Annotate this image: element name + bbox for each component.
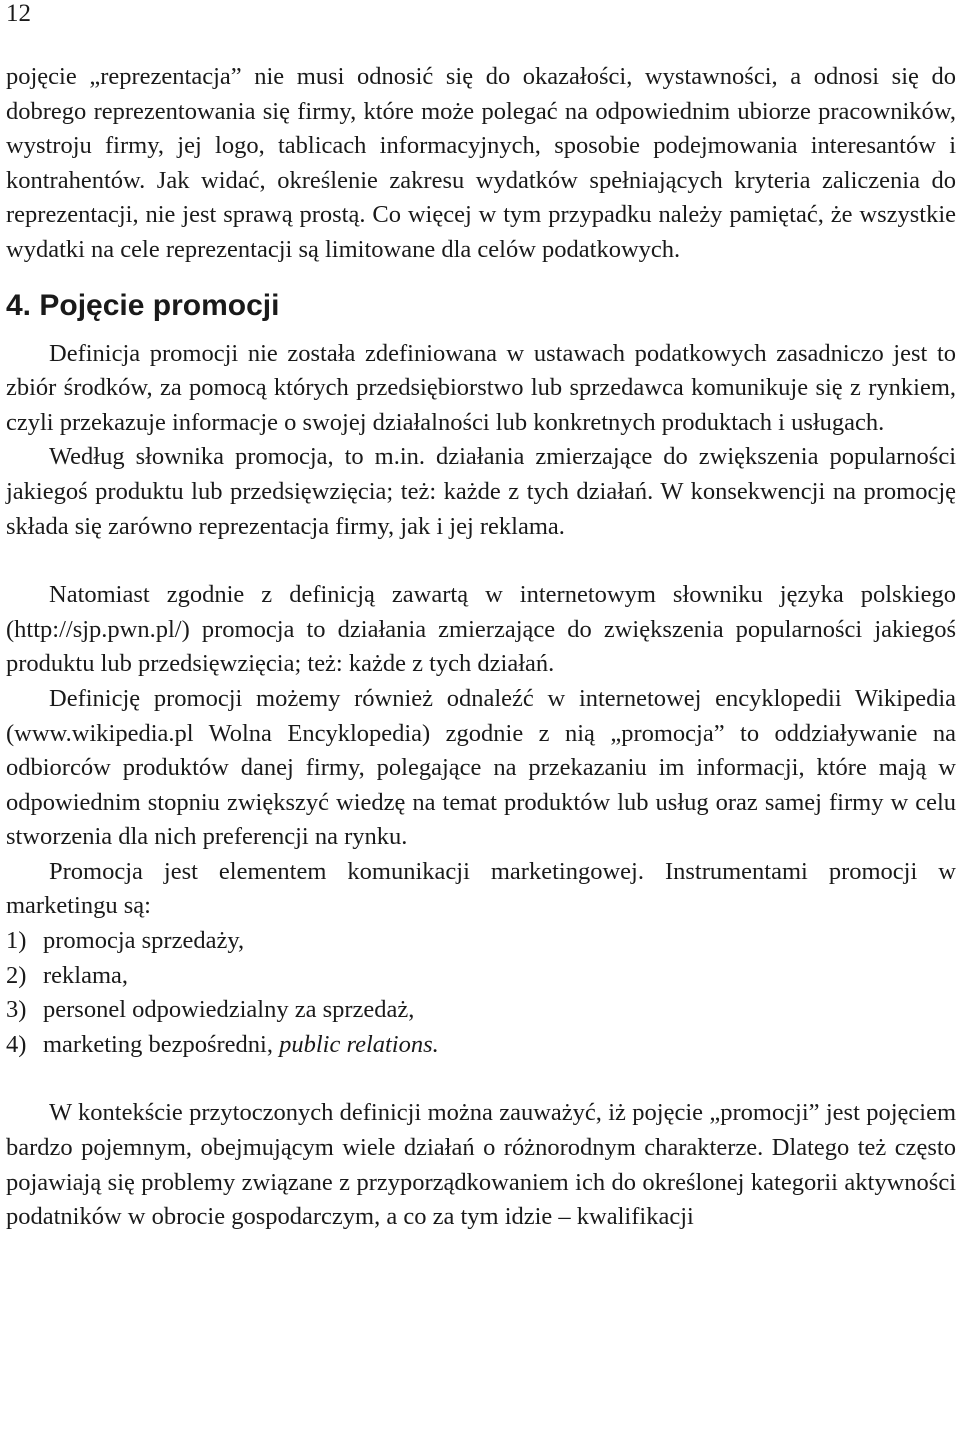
dictionary-paragraph: Według słownika promocja, to m.in. działania zmierzające do zwiększenia popularności jakiegoś produktu lub przedsięwzięcia; też: każde z tych działań. W konsekwencji na promocję składa się zarówno reprezentacja firmy, jak i jej reklama.	[6, 443, 956, 540]
list-item	[6, 959, 956, 994]
list-item-text: personel odpowiedzialny za sprzedaż,	[43, 996, 415, 1024]
definition-paragraph: Definicja promocji nie została zdefiniowana w ustawach podatkowych zasadniczo jest to zbiór środków, za pomocą których przedsiębiorstwo lub sprzedawca komunikuje się z rynkiem, czyli przekazuje informacje o swojej działalności lub konkretnych produktach i usługach.	[6, 339, 956, 436]
page-number: 12	[6, 0, 31, 27]
sjp-definition-paragraph: Natomiast zgodnie z definicją zawartą w internetowym słowniku języka polskiego (http://sjp.pwn.pl/) promocja to działania zmierzające do zwiększenia popularności jakiegoś produktu lub przedsięwzięcia; też: każde z tych działań.	[6, 581, 956, 678]
list-item-number: 1)	[6, 927, 27, 955]
list-item	[6, 1028, 956, 1063]
intro-paragraph: pojęcie „reprezentacja” nie musi odnosić się do okazałości, wystawności, a odnosi się do dobrego reprezentowania się firmy, które może polegać na odpowiednim ubiorze pracowników, wystroju firmy, jej logo, tablicach informacyjnych, sposobie podejmowania interesantów i kontrahentów. Jak widać, określenie zakresu wydatków spełniających kryteria zaliczenia do reprezentacji, nie jest sprawą prostą. Co więcej w tym przypadku należy pamiętać, że wszystkie wydatki na cele reprezentacji są limitowane dla celów podatkowych.	[6, 63, 956, 263]
list-item-number: 4)	[6, 1030, 27, 1058]
list-item-number: 3)	[6, 996, 27, 1024]
instruments-intro-paragraph: Promocja jest elementem komunikacji marketingowej. Instrumentami promocji w marketingu są:	[6, 857, 956, 920]
wikipedia-definition-paragraph: Definicję promocji możemy również odnaleźć w internetowej encyklopedii Wikipedia (www.wikipedia.pl Wolna Encyklopedia) zgodnie z nią „promocja” to oddziaływanie na odbiorców produktów danej firmy, polegające na przekazaniu im informacji, które mają w odpowiednim stopniu zwiększyć wiedzę na temat produktów lub usług oraz samej firmy w celu stworzenia dla nich preferencji na rynku.	[6, 684, 956, 851]
list-item-text: marketing bezpośredni,	[43, 1030, 280, 1058]
section-heading: 4. Pojęcie promocji	[6, 288, 280, 322]
instruments-list	[6, 924, 956, 1062]
list-item	[6, 924, 956, 959]
page-content	[6, 60, 956, 1235]
list-item	[6, 993, 956, 1028]
closing-paragraph: W kontekście przytoczonych definicji można zauważyć, iż pojęcie „promocji” jest pojęciem bardzo pojemnym, obejmującym wiele działań o różnorodnym charakterze. Dlatego też często pojawiają się problemy związane z przyporządkowaniem ich do określonej kategorii aktywności podatników w obrocie gospodarczym, a co za tym idzie – kwalifikacji	[6, 1099, 956, 1231]
list-item-text: reklama,	[43, 961, 129, 989]
paragraph-gap	[6, 1062, 956, 1096]
list-item-italic-text: public relations.	[279, 1030, 439, 1058]
list-item-text: promocja sprzedaży,	[43, 927, 245, 955]
list-item-number: 2)	[6, 961, 27, 989]
paragraph-gap	[6, 544, 956, 578]
